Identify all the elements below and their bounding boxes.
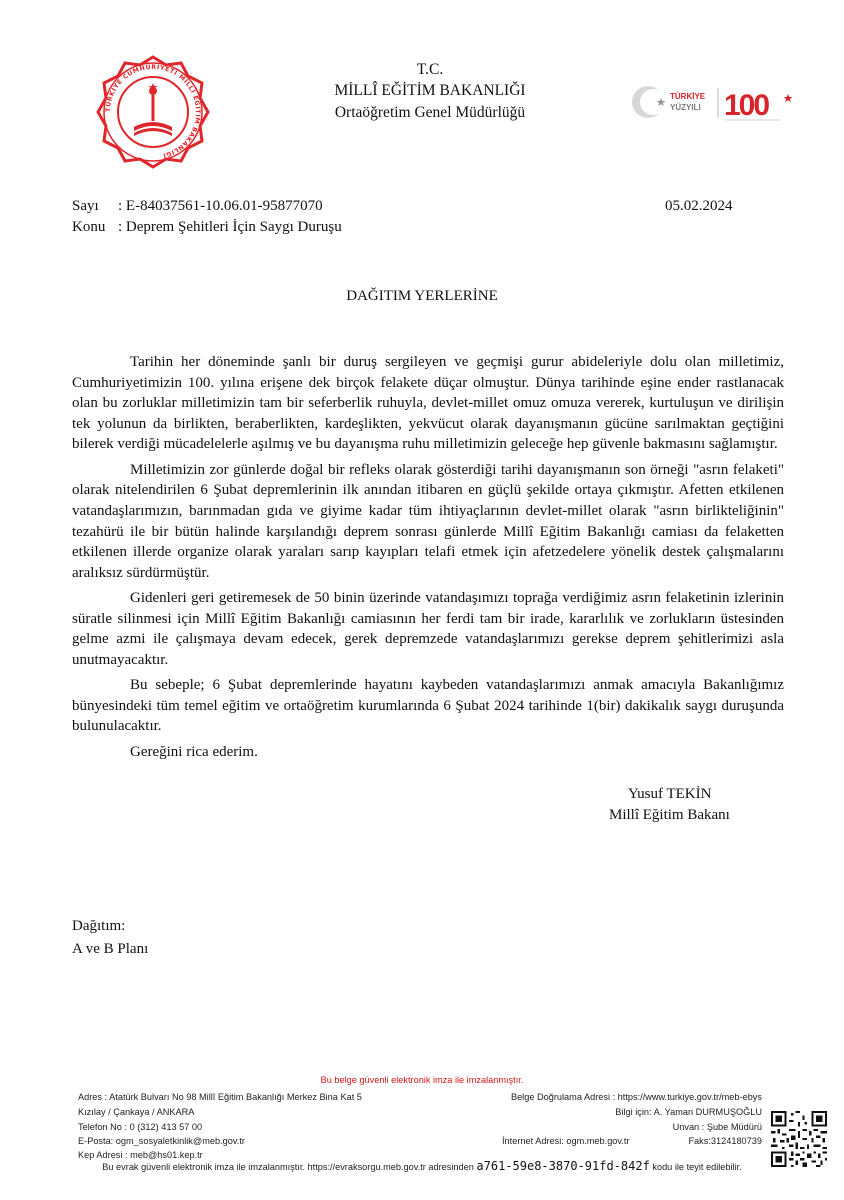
body-paragraph-4: Bu sebeple; 6 Şubat depremlerinde hayatını kaybeden vatandaşlarımızı anmak amacıyla Bakanlığımız bünyesindeki tüm temel eğitim ve ortaöğretim kurumlarında 6 Şubat 2024 tarihinde 1(bir) dakikalık saygı duruşunda bulunulacaktır. — [72, 677, 784, 735]
body-paragraph-3: Gidenleri geri getiremesek de 50 binin üzerinde vatandaşımızı toprağa verdiğimiz asrın felaketinin izlerinin süratle silinmesi için Millî Eğitim Bakanlığı camiasının her ferdi tam bir irade, kararlılık ve zorlukların üstesinden gelme azmi ile çalışmaya devam edecek, gerek depremzede vatandaşlarımızı gerekse deprem şehitlerimizi asla unutmayacaktır. — [72, 590, 784, 668]
logo-text-top: TÜRKİYE — [670, 92, 706, 101]
letter-body — [72, 352, 784, 767]
footer-address-line1: Adres : Atatürk Bulvarı No 98 Millî Eğitim Bakanlığı Merkez Bina Kat 5 — [78, 1092, 362, 1102]
body-paragraph-2: Milletimizin zor günlerde doğal bir refleks olarak gösterdiği tarihi dayanışmanın son örneği "asrın felaketi" olarak nitelendirilen 6 Şubat depremlerinin ilk anından itibaren en güçlü şekilde ortaya çıkmıştır. Afetten etkilenen vatandaşlarımızın, barınmadan gıda ve giyime kadar tüm ihtiyaçlarının devlet-millet olarak "asrın birlikteliğinin" tezahürü ile bir bütün halinde karşılandığı deprem sonrası günlerde Millî Eğitim Bakanlığı camiası da felaketten etkilenen illerde organize olarak yaraları sarıp kayıpları telafi etmek için afetzedelere yönelik destek çalışmalarını aralıksız sürdürmüştür. — [72, 461, 784, 581]
logo-text-bottom: YÜZYILI — [670, 103, 701, 112]
footer-address-line2: Kızılay / Çankaya / ANKARA — [78, 1107, 195, 1117]
distribution-label: Dağıtım: — [72, 918, 126, 934]
footer-verify-prefix: Bu evrak güvenli elektronik imza ile imzalanmıştır. https://evraksorgu.meb.gov.tr adresinden — [102, 1162, 474, 1172]
ministry-name: MİLLÎ EĞİTİM BAKANLIĞI — [334, 82, 526, 99]
footer-email: E-Posta: ogm_sosyaletkinlik@meb.gov.tr — [78, 1136, 245, 1146]
directorate-name: Ortaöğretim Genel Müdürlüğü — [334, 104, 526, 121]
sayi-label: Sayı — [72, 198, 99, 214]
turkiye-yuzyili-logo — [630, 80, 795, 125]
footer-kep: Kep Adresi : meb@hs01.kep.tr — [78, 1150, 203, 1160]
footer-unvan: Unvan : Şube Müdürü — [672, 1122, 762, 1132]
footer-verify-suffix: kodu ile teyit edilebilir. — [652, 1162, 742, 1172]
distribution-value: A ve B Planı — [72, 941, 149, 957]
recipient-heading: DAĞITIM YERLERİNE — [346, 288, 498, 304]
verification-code: a761-59e8-3870-91fd-842f — [476, 1159, 650, 1173]
body-paragraph-1: Tarihin her döneminde şanlı bir duruş sergileyen ve geçmişi gurur abideleriyle dolu olan milletimiz, Cumhuriyetimizin 100. yılına erişene dek birçok felakete düçar olmuştur. Dünya tarihinde eşine ender rastlanacak olan bu zorluklar milletimizin tam bir seferberlik ruhuyla, devlet-millet omuz omuza vererek, kurtuluşun ve dirilişin tek yolunun da birlikten, beraberlikten, kardeşlikten, yekvücut olarak dayanışmanın gücüne sarılmaktan geçtiğini bilerek verdiği mücadelelerle aşılmış ve bu dayanışma ruhu milletimizin geleceğe hep güvenle bakmasını sağlamıştır. — [72, 354, 784, 453]
seal-ring-text: TÜRKİYE CUMHURİYETİ MİLLÎ EĞİTİM BAKANLIĞI — [104, 63, 202, 159]
konu-value: : Deprem Şehitleri İçin Saygı Duruşu — [118, 219, 342, 235]
footer-verify-line — [0, 1160, 844, 1174]
footer-internet[interactable]: İnternet Adresi: ogm.meb.gov.tr — [502, 1136, 630, 1146]
footer-fax: Faks:3124180739 — [688, 1136, 762, 1146]
footer-phone: Telefon No : 0 (312) 413 57 00 — [78, 1122, 203, 1132]
document-date: 05.02.2024 — [665, 198, 733, 214]
ministry-seal-logo — [96, 55, 210, 169]
body-paragraph-5: Gereğini rica ederim. — [130, 743, 258, 760]
sayi-value: : E-84037561-10.06.01-95877070 — [118, 198, 323, 214]
footer-info-person: Bilgi için: A. Yaman DURMUŞOĞLU — [615, 1107, 762, 1117]
logo-number: 100 — [724, 89, 769, 122]
signatory-name: Yusuf TEKİN — [628, 786, 712, 802]
qr-code-icon — [771, 1108, 827, 1170]
esign-note: Bu belge güvenli elektronik imza ile imzalanmıştır. — [320, 1075, 524, 1085]
footer-verify-url[interactable]: Belge Doğrulama Adresi : https://www.turkiye.gov.tr/meb-ebys — [510, 1092, 762, 1102]
header-tc: T.C. — [416, 61, 444, 78]
konu-label: Konu — [72, 219, 106, 235]
signatory-title: Millî Eğitim Bakanı — [609, 807, 730, 823]
